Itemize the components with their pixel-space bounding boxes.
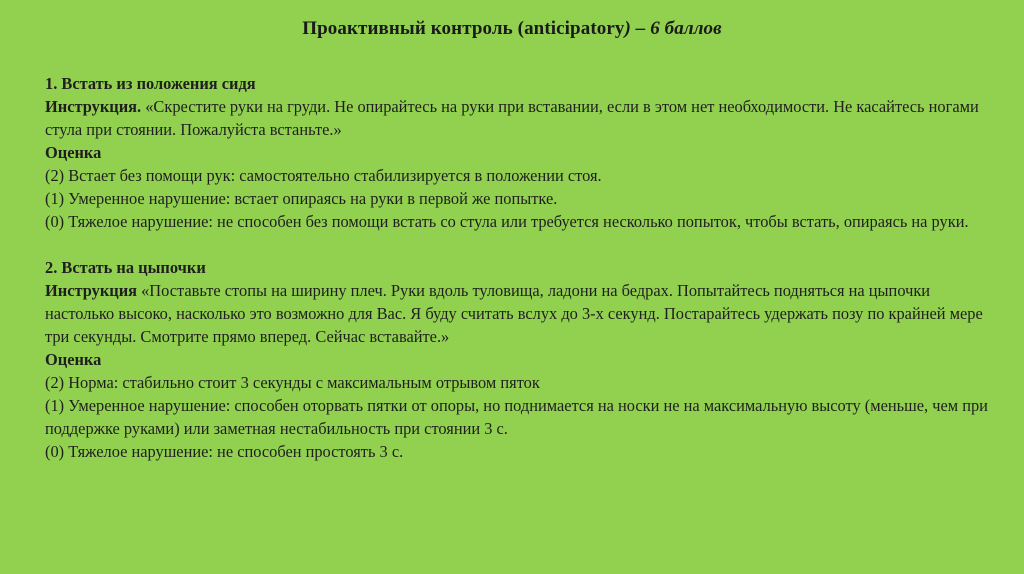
instruction-text: «Скрестите руки на груди. Не опирайтесь на руки при вставании, если в этом нет необходимости. Не касайтесь ногами стула при стоянии. Пожалуйста встаньте.» (45, 97, 979, 139)
slide-title-paren: ) – 6 баллов (624, 18, 722, 39)
instruction (45, 95, 990, 141)
instruction (45, 279, 990, 348)
slide-title-main: Проактивный контроль (anticipatory (302, 18, 625, 39)
instruction-label: Инструкция (45, 281, 138, 300)
slide-content (45, 72, 990, 463)
score-item: (0) Тяжелое нарушение: не способен без помощи встать со стула или требуется несколько попыток, чтобы встать, опираясь на руки. (45, 212, 969, 231)
score-item: (1) Умеренное нарушение: способен оторвать пятки от опоры, но поднимается на носки не на максимальную высоту (меньше, чем при поддержке руками) или заметная нестабильность при стоянии 3 с. (45, 396, 988, 438)
score-item: (2) Норма: стабильно стоит 3 секунды с максимальным отрывом пяток (45, 373, 540, 392)
score-item: (2) Встает без помощи рук: самостоятельно стабилизируется в положении стоя. (45, 166, 602, 185)
score-item: (0) Тяжелое нарушение: не способен простоять 3 с. (45, 442, 404, 461)
section-heading: 1. Встать из положения сидя (45, 74, 256, 93)
score-item: (1) Умеренное нарушение: встает опираясь на руки в первой же попытке. (45, 189, 558, 208)
instruction-label: Инструкция. (45, 97, 142, 116)
instruction-text: «Поставьте стопы на ширину плеч. Руки вдоль туловища, ладони на бедрах. Попытайтесь подняться на цыпочки настолько высоко, насколько это возможно для Вас. Я буду считать вслух до 3-х секунд. Постарайтесь удержать позу по крайней мере три секунды. Смотрите прямо вперед. Сейчас вставайте.» (45, 281, 983, 346)
section-heading: 2. Встать на цыпочки (45, 258, 206, 277)
section-stand-up (45, 72, 990, 233)
section-tiptoe (45, 256, 990, 463)
score-label: Оценка (45, 143, 102, 162)
score-label: Оценка (45, 350, 102, 369)
slide-title (0, 18, 1024, 40)
